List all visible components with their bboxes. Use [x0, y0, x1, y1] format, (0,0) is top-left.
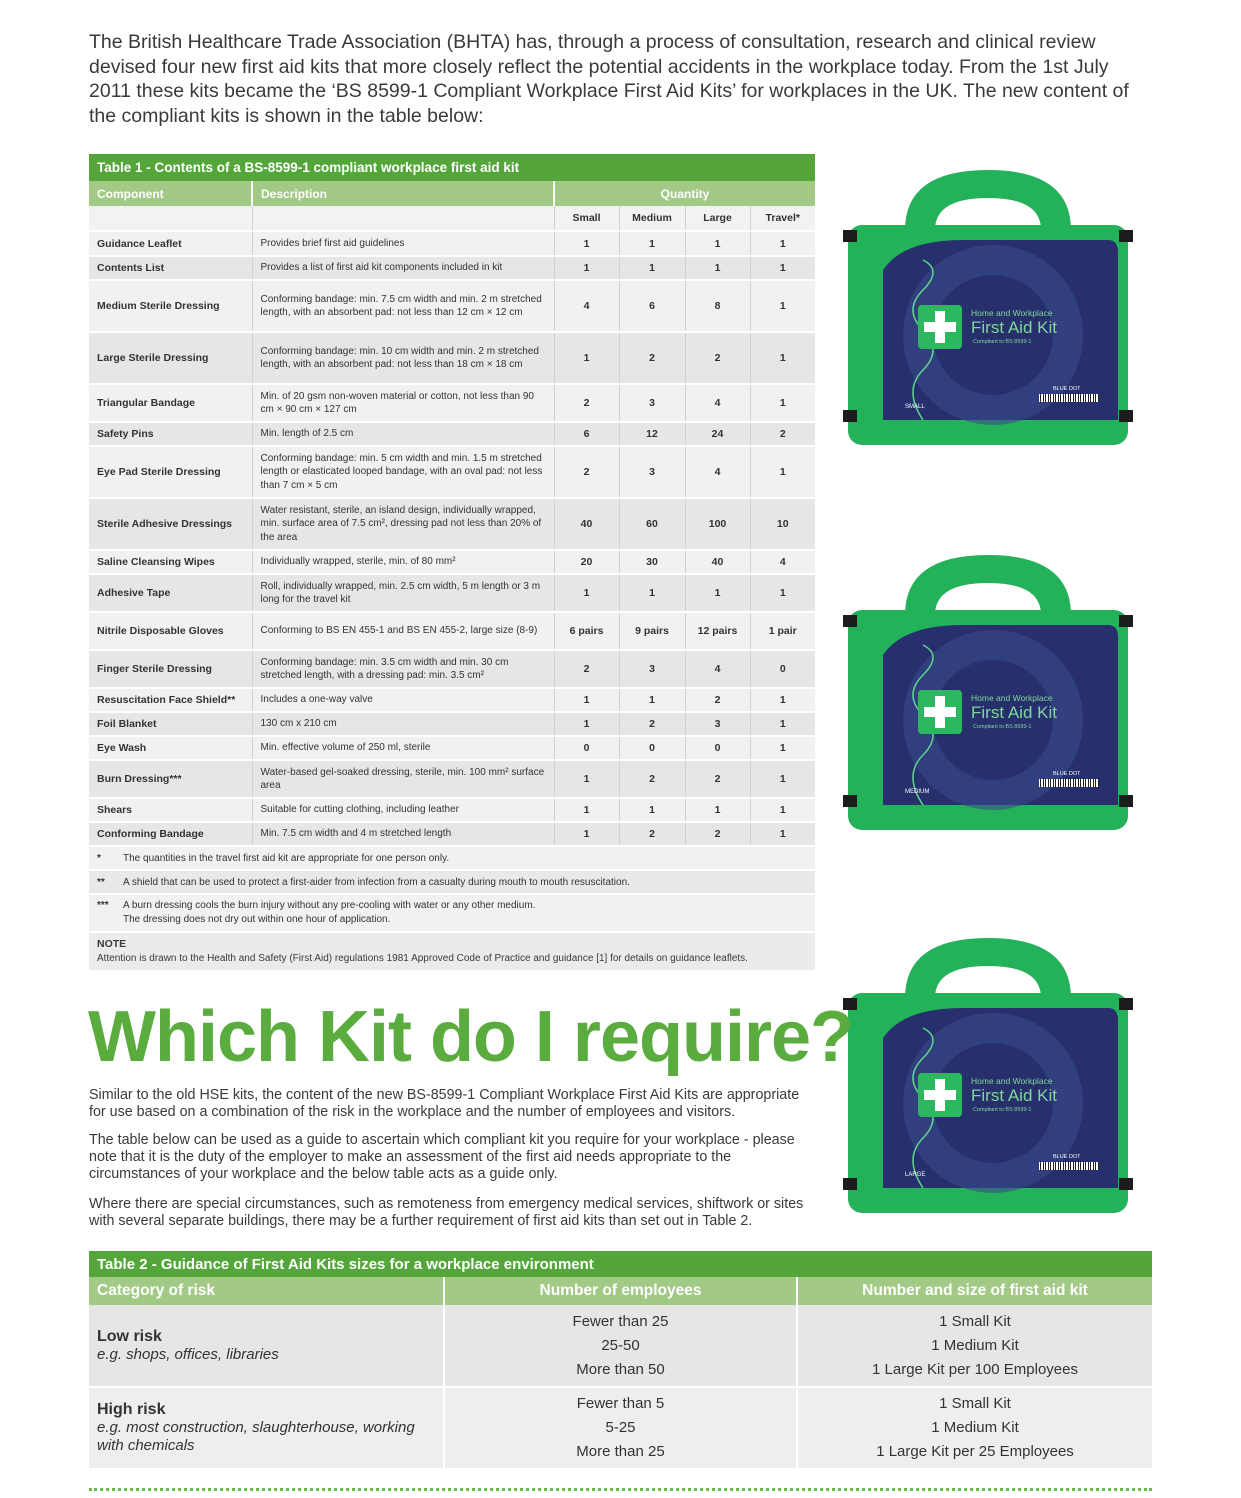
table-contents: [89, 154, 815, 970]
note-label: NOTE: [97, 938, 127, 950]
component-description: Min. 7.5 cm width and 4 m stretched length: [252, 822, 554, 846]
component-description: Provides brief first aid guidelines: [252, 231, 554, 256]
employee-range: Fewer than 25: [572, 1312, 669, 1330]
kit-line1: Home and Workplace: [971, 308, 1053, 318]
size-small: Small: [554, 206, 619, 231]
component-name: Burn Dressing***: [89, 760, 252, 798]
quantity-cell: 1: [685, 231, 750, 256]
quantity-cell: 40: [685, 550, 750, 574]
kit-line3: Compliant to BS 8599-1: [973, 1107, 1032, 1113]
table-row: [89, 446, 815, 498]
size-travel: Travel*: [750, 206, 815, 231]
header-employees: Number of employees: [444, 1277, 797, 1305]
quantity-cell: 1: [554, 798, 619, 822]
paragraph: The table below can be used as a guide to ascertain which compliant kit you require for your workplace - please note that it is the duty of the employer to make an assessment of the first aid needs appropriate to the circumstances of your workplace and the below table acts as a guide only.: [89, 1132, 795, 1182]
kit-line3: Compliant to BS 8599-1: [973, 339, 1032, 345]
quantity-cell: 6: [619, 280, 685, 332]
quantity-cell: 4: [554, 280, 619, 332]
quantity-cell: 1: [750, 256, 815, 280]
quantity-cell: 1: [685, 256, 750, 280]
footnote-text: A shield that can be used to protect a first-aider from infection from a casualty during mouth to mouth resuscitation.: [123, 876, 630, 888]
quantity-cell: 0: [554, 736, 619, 760]
quantity-cell: 3: [619, 650, 685, 688]
quantity-cell: 2: [619, 712, 685, 736]
barcode-icon: [1039, 779, 1099, 787]
kit-line1: Home and Workplace: [971, 1076, 1053, 1086]
kit-brand: BLUE DOT: [1053, 1154, 1081, 1160]
footnote-text: The dressing does not dry out within one hour of application.: [123, 914, 391, 925]
kit-line3: Compliant to BS 8599-1: [973, 724, 1032, 730]
dotted-divider: [89, 1488, 1152, 1491]
table-row: [89, 1387, 1152, 1469]
table-row: [89, 1305, 1152, 1387]
quantity-cell: 3: [619, 384, 685, 422]
headline: Which Kit do I require?: [88, 997, 853, 1077]
table-row: [89, 650, 815, 688]
risk-category: High risk: [97, 1401, 166, 1418]
risk-example: e.g. most construction, slaughterhouse, working with chemicals: [97, 1419, 415, 1454]
quantity-cell: 1: [554, 231, 619, 256]
note-text: Attention is drawn to the Health and Safety (First Aid) regulations 1981 Approved Code of Practice and guidance [1] for details on guidance leaflets.: [97, 953, 748, 964]
table-row: [89, 798, 815, 822]
quantity-cell: 60: [619, 498, 685, 550]
component-name: Shears: [89, 798, 252, 822]
quantity-cell: 4: [685, 446, 750, 498]
component-description: Min. of 20 gsm non-woven material or cotton, not less than 90 cm × 90 cm × 127 cm: [252, 384, 554, 422]
component-name: Safety Pins: [89, 422, 252, 446]
kit-recommendation: 1 Medium Kit: [931, 1419, 1019, 1436]
component-name: Medium Sterile Dressing: [89, 280, 252, 332]
barcode-icon: [1039, 1162, 1099, 1170]
quantity-cell: 2: [685, 822, 750, 846]
kit-recommendation: 1 Small Kit: [939, 1395, 1011, 1412]
component-name: Adhesive Tape: [89, 574, 252, 612]
quantity-cell: 1: [554, 822, 619, 846]
footnote-text: A burn dressing cools the burn injury without any pre-cooling with water or any other medium.: [123, 900, 536, 911]
footnote-mark: **: [97, 876, 105, 888]
quantity-cell: 1: [685, 798, 750, 822]
table-row: [89, 231, 815, 256]
employee-range: 25-50: [601, 1336, 640, 1354]
quantity-cell: 1: [750, 688, 815, 712]
quantity-cell: 1: [750, 280, 815, 332]
quantity-cell: 2: [750, 422, 815, 446]
quantity-cell: 1: [554, 760, 619, 798]
component-description: Conforming bandage: min. 3.5 cm width and min. 30 cm stretched length, with a dressing pad: min. 3.5 cm²: [252, 650, 554, 688]
quantity-cell: 8: [685, 280, 750, 332]
kit-image-small: [843, 160, 1133, 460]
quantity-cell: 1: [554, 712, 619, 736]
header-quantity: Quantity: [554, 181, 815, 206]
quantity-cell: 1: [750, 822, 815, 846]
table1-title: Table 1 - Contents of a BS-8599-1 compliant workplace first aid kit: [89, 154, 815, 181]
quantity-cell: 2: [554, 446, 619, 498]
kit-size-label: LARGE: [905, 1172, 926, 1178]
quantity-cell: 12 pairs: [685, 612, 750, 650]
component-name: Guidance Leaflet: [89, 231, 252, 256]
quantity-cell: 2: [685, 332, 750, 384]
table2-title: Table 2 - Guidance of First Aid Kits sizes for a workplace environment: [89, 1251, 1152, 1277]
employee-range: More than 25: [576, 1443, 665, 1460]
table-row: [89, 332, 815, 384]
component-name: Resuscitation Face Shield**: [89, 688, 252, 712]
kit-recommendation: 1 Small Kit: [939, 1312, 1011, 1330]
kit-image-medium: [843, 545, 1133, 845]
quantity-cell: 1: [750, 712, 815, 736]
component-description: Conforming bandage: min. 7.5 cm width and min. 2 m stretched length, with an absorbent pad: not less than 12 cm × 12 cm: [252, 280, 554, 332]
risk-example: e.g. shops, offices, libraries: [97, 1345, 279, 1363]
kit-size-label: SMALL: [905, 404, 925, 410]
component-description: Min. length of 2.5 cm: [252, 422, 554, 446]
component-description: Suitable for cutting clothing, including leather: [252, 798, 554, 822]
employee-range: Fewer than 5: [576, 1395, 665, 1412]
table-row: [89, 422, 815, 446]
header-risk: Category of risk: [89, 1277, 444, 1305]
kit-recommendation: 1 Medium Kit: [931, 1336, 1019, 1354]
kit-size-label: MEDIUM: [905, 789, 930, 795]
employee-range: 5-25: [605, 1419, 636, 1436]
quantity-cell: 0: [619, 736, 685, 760]
header-component: Component: [89, 181, 252, 206]
component-name: Foil Blanket: [89, 712, 252, 736]
quantity-cell: 1: [619, 574, 685, 612]
quantity-cell: 100: [685, 498, 750, 550]
table-row: [89, 384, 815, 422]
barcode-icon: [1039, 394, 1099, 402]
quantity-cell: 2: [685, 688, 750, 712]
paragraph: Where there are special circumstances, such as remoteness from emergency medical services, shiftwork or sites with several separate buildings, there may be a further requirement of first aid kits than set out in Table 2.: [89, 1196, 804, 1229]
size-medium: Medium: [619, 206, 685, 231]
quantity-cell: 4: [750, 550, 815, 574]
component-description: Individually wrapped, sterile, min. of 80 mm²: [252, 550, 554, 574]
component-description: Includes a one-way valve: [252, 688, 554, 712]
quantity-cell: 40: [554, 498, 619, 550]
quantity-cell: 1: [619, 688, 685, 712]
kit-image-large: [843, 928, 1133, 1228]
kit-line2: First Aid Kit: [971, 318, 1057, 337]
component-name: Eye Wash: [89, 736, 252, 760]
component-name: Large Sterile Dressing: [89, 332, 252, 384]
quantity-cell: 1: [750, 384, 815, 422]
header-description: Description: [252, 181, 554, 206]
quantity-cell: 1: [750, 574, 815, 612]
kit-recommendation: 1 Large Kit per 100 Employees: [872, 1360, 1078, 1378]
quantity-cell: 1: [750, 798, 815, 822]
quantity-cell: 1 pair: [750, 612, 815, 650]
quantity-cell: 2: [619, 822, 685, 846]
component-name: Saline Cleansing Wipes: [89, 550, 252, 574]
quantity-cell: 1: [750, 446, 815, 498]
component-description: Conforming to BS EN 455-1 and BS EN 455-2, large size (8-9): [252, 612, 554, 650]
quantity-cell: 3: [685, 712, 750, 736]
component-description: Water resistant, sterile, an island design, individually wrapped, min. surface area of 7.5 cm², dressing pad not less than 20% of the area: [252, 498, 554, 550]
kit-recommendation: 1 Large Kit per 25 Employees: [876, 1443, 1074, 1460]
quantity-cell: 1: [750, 231, 815, 256]
table-row: [89, 688, 815, 712]
sub-blank: [89, 206, 252, 231]
quantity-cell: 1: [554, 256, 619, 280]
kit-line1: Home and Workplace: [971, 693, 1053, 703]
component-description: Min. effective volume of 250 ml, sterile: [252, 736, 554, 760]
table-row: [89, 822, 815, 846]
quantity-cell: 1: [554, 332, 619, 384]
table-row: [89, 280, 815, 332]
component-name: Nitrile Disposable Gloves: [89, 612, 252, 650]
table-guidance: [89, 1251, 1152, 1470]
quantity-cell: 9 pairs: [619, 612, 685, 650]
quantity-cell: 6: [554, 422, 619, 446]
quantity-cell: 2: [554, 650, 619, 688]
quantity-cell: 20: [554, 550, 619, 574]
paragraph: Similar to the old HSE kits, the content of the new BS-8599-1 Compliant Workplace First Aid Kits are appropriate for use based on a combination of the risk in the workplace and the number of employees and visitors.: [89, 1087, 800, 1120]
kit-brand: BLUE DOT: [1053, 771, 1081, 777]
quantity-cell: 3: [619, 446, 685, 498]
quantity-cell: 24: [685, 422, 750, 446]
risk-category: Low risk: [97, 1327, 162, 1345]
table-row: [89, 256, 815, 280]
quantity-cell: 1: [554, 688, 619, 712]
quantity-cell: 30: [619, 550, 685, 574]
quantity-cell: 1: [750, 760, 815, 798]
footnote-text: The quantities in the travel first aid kit are appropriate for one person only.: [123, 852, 450, 864]
quantity-cell: 1: [685, 574, 750, 612]
quantity-cell: 1: [750, 332, 815, 384]
quantity-cell: 2: [619, 760, 685, 798]
table-row: [89, 760, 815, 798]
footnote-mark: *: [97, 852, 101, 864]
footnote-row: [89, 846, 815, 870]
component-name: Conforming Bandage: [89, 822, 252, 846]
footnote-row: [89, 894, 815, 932]
component-name: Eye Pad Sterile Dressing: [89, 446, 252, 498]
component-name: Sterile Adhesive Dressings: [89, 498, 252, 550]
quantity-cell: 1: [619, 231, 685, 256]
quantity-cell: 0: [750, 650, 815, 688]
component-description: Conforming bandage: min. 10 cm width and min. 2 m stretched length, with an absorbent pad: not less than 18 cm × 18 cm: [252, 332, 554, 384]
component-description: Water-based gel-soaked dressing, sterile, min. 100 mm² surface area: [252, 760, 554, 798]
table-row: [89, 574, 815, 612]
table-row: [89, 498, 815, 550]
component-name: Finger Sterile Dressing: [89, 650, 252, 688]
quantity-cell: 2: [554, 384, 619, 422]
component-description: Provides a list of first aid kit components included in kit: [252, 256, 554, 280]
table-row: [89, 550, 815, 574]
quantity-cell: 1: [619, 256, 685, 280]
quantity-cell: 10: [750, 498, 815, 550]
component-name: Triangular Bandage: [89, 384, 252, 422]
quantity-cell: 2: [685, 760, 750, 798]
component-description: Conforming bandage: min. 5 cm width and min. 1.5 m stretched length or elasticated looped bandage, with an oval pad: not less than 7 cm × 5 cm: [252, 446, 554, 498]
component-name: Contents List: [89, 256, 252, 280]
kit-line2: First Aid Kit: [971, 1086, 1057, 1105]
quantity-cell: 1: [619, 798, 685, 822]
employee-range: More than 50: [576, 1360, 665, 1378]
kit-brand: BLUE DOT: [1053, 386, 1081, 392]
table-row: [89, 736, 815, 760]
footnote-row: [89, 870, 815, 894]
quantity-cell: 4: [685, 650, 750, 688]
quantity-cell: 4: [685, 384, 750, 422]
size-large: Large: [685, 206, 750, 231]
component-description: Roll, individually wrapped, min. 2.5 cm width, 5 m length or 3 m long for the travel kit: [252, 574, 554, 612]
quantity-cell: 1: [554, 574, 619, 612]
intro-paragraph: The British Healthcare Trade Association (BHTA) has, through a process of consultation, research and clinical review devised four new first aid kits that more closely reflect the potential accidents in the workplace today. From the 1st July 2011 these kits became the ‘BS 8599-1 Compliant Workplace First Aid Kits’ for workplaces in the UK. The new content of the compliant kits is shown in the table below:: [89, 31, 1129, 127]
component-description: 130 cm x 210 cm: [252, 712, 554, 736]
quantity-cell: 12: [619, 422, 685, 446]
footnote-mark: ***: [97, 900, 109, 911]
header-kits: Number and size of first aid kit: [797, 1277, 1152, 1305]
kit-line2: First Aid Kit: [971, 703, 1057, 722]
sub-blank: [252, 206, 554, 231]
table-row: [89, 612, 815, 650]
quantity-cell: 6 pairs: [554, 612, 619, 650]
quantity-cell: 0: [685, 736, 750, 760]
quantity-cell: 1: [750, 736, 815, 760]
quantity-cell: 2: [619, 332, 685, 384]
table-row: [89, 712, 815, 736]
